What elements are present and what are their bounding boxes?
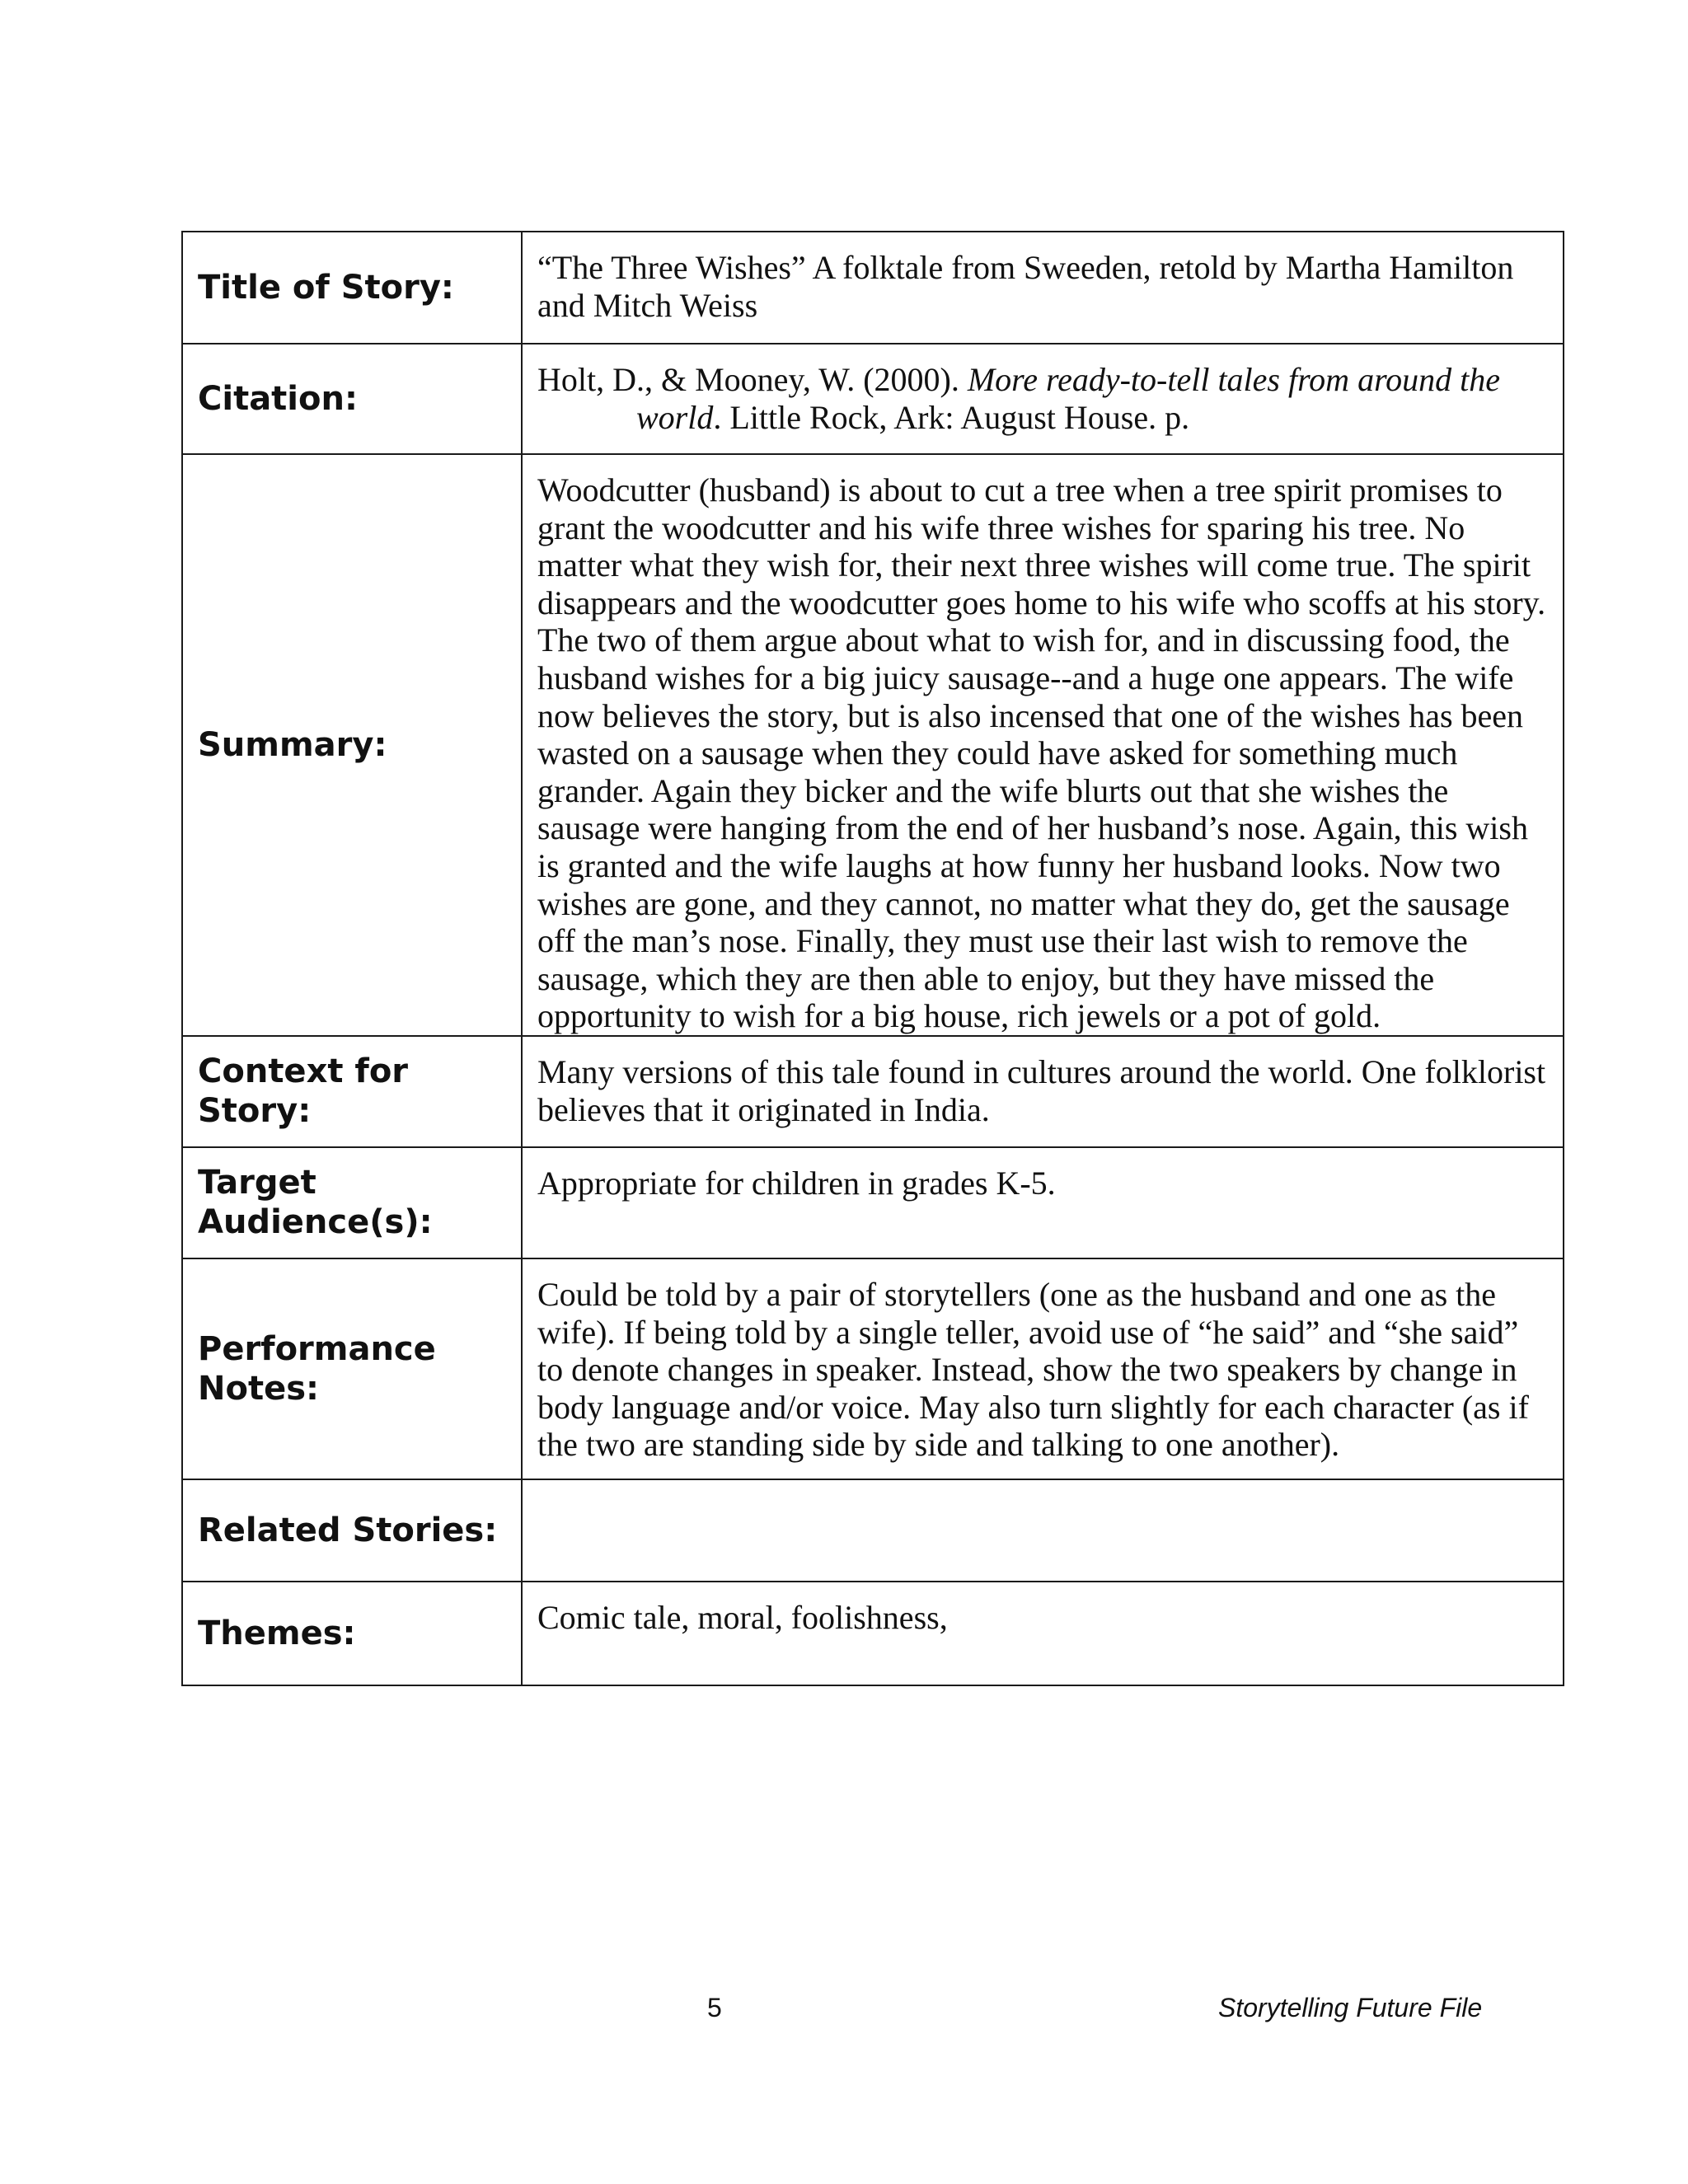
row-value-performance-notes [522,1258,1564,1479]
row-value-audience [522,1147,1564,1258]
row-value-citation [522,344,1564,454]
row-label-related-stories: Related Stories: [182,1479,522,1582]
table-row-audience [182,1147,1564,1258]
row-label-title: Title of Story: [182,232,522,344]
performance-notes-text: Could be told by a pair of storytellers (one as the husband and one as the wife). If being told by a single teller, avoid use of “he said” and “she said” to denote changes in speaker. Instead, show the two speakers by change in body language and/or voice. May also turn slightly for each character (as if the two are standing side by side and talking to one another). [537,1275,1529,1464]
row-value-context [522,1036,1564,1147]
story-info-table [181,231,1564,1686]
footer-document-title: Storytelling Future File [1218,1993,1483,2022]
citation-publisher: . Little Rock, Ark: August House. p. [713,398,1190,436]
row-label-context: Context for Story: [182,1036,522,1147]
table-row-related-stories [182,1479,1564,1582]
summary-text: Woodcutter (husband) is about to cut a tree when a tree spirit promises to grant the woodcutter and his wife three wishes for sparing his tree. No matter what they wish for, their next three wishes will come true. The spirit disappears and the woodcutter goes home to his wife who scoffs at his story. The two of them argue about what to wish for, and in discussing food, the husband wishes for a big juicy sausage--and a huge one appears. The wife now believes the story, but is also incensed that one of the wishes has been wasted on a sausage when they could have asked for something much grander. Again they bicker and the wife blurts out that she wishes the sausage were hanging from the end of her husband’s nose. Again, this wish is granted and the wife laughs at how funny her husband looks. Now two wishes are gone, and they cannot, no matter what they do, get the sausage off the man’s nose. Finally, they must use their last wish to remove the sausage, which they are then able to enjoy, but they have missed the opportunity to wish for a big house, rich jewels or a pot of gold. [537,471,1546,1035]
row-label-performance-notes: Performance Notes: [182,1258,522,1479]
themes-text: Comic tale, moral, foolishness, [537,1598,948,1636]
table-row-citation [182,344,1564,454]
table-row-themes [182,1582,1564,1685]
row-value-summary [522,454,1564,1036]
audience-text: Appropriate for children in grades K-5. [537,1164,1056,1202]
row-label-audience: Target Audience(s): [182,1147,522,1258]
table-row-summary [182,454,1564,1036]
row-value-related-stories [522,1479,1564,1582]
table-row-title [182,232,1564,344]
row-value-title [522,232,1564,344]
page-number: 5 [707,1993,722,2022]
row-label-themes: Themes: [182,1582,522,1685]
table-row-context [182,1036,1564,1147]
row-label-citation: Citation: [182,344,522,454]
story-title-text: “The Three Wishes” A folktale from Sweeden, retold by Martha Hamilton and Mitch Weiss [537,249,1514,324]
row-value-themes [522,1582,1564,1685]
citation-book-title: More ready-to-tell tales from around the world [636,361,1501,436]
citation-authors: Holt, D., & Mooney, W. (2000). [537,361,968,398]
row-label-summary: Summary: [182,454,522,1036]
citation-text [537,361,1548,436]
table-row-performance-notes [182,1258,1564,1479]
context-text: Many versions of this tale found in cultures around the world. One folklorist believes that it originated in India. [537,1052,1546,1128]
